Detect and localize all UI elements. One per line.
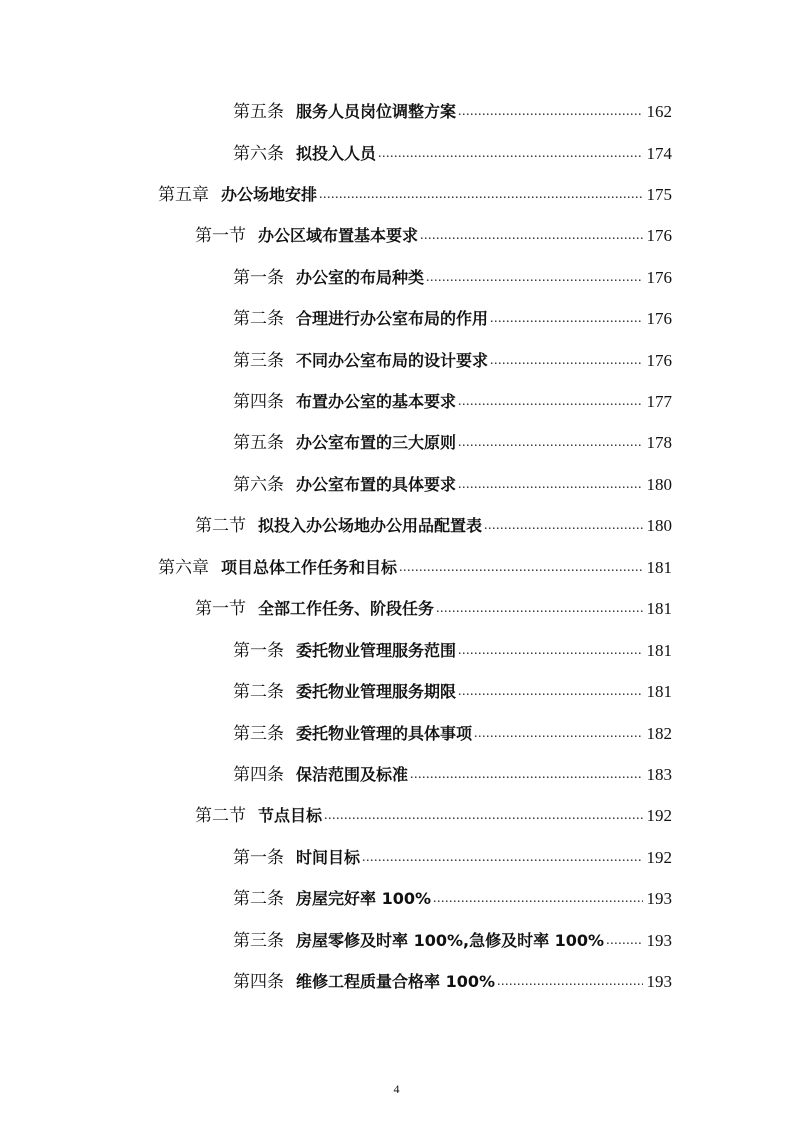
toc-leader-dots — [410, 765, 642, 785]
toc-entry[interactable] — [233, 672, 672, 702]
toc-entry-title: 委托物业管理服务范围 — [296, 641, 457, 660]
toc-entry[interactable] — [233, 838, 672, 868]
toc-entry-chapter[interactable] — [158, 175, 672, 205]
toc-leader-dots — [474, 724, 642, 744]
toc-entry[interactable] — [233, 714, 672, 744]
toc-entry[interactable] — [233, 382, 672, 412]
toc-entry-title: 办公室布置的具体要求 — [296, 475, 457, 494]
toc-entry-prefix: 第一条 — [233, 848, 284, 868]
toc-entry-prefix: 第四条 — [233, 392, 284, 412]
toc-entry[interactable] — [233, 879, 672, 909]
toc-leader-dots — [606, 931, 642, 951]
toc-entry-section[interactable] — [195, 216, 672, 246]
toc-entry-prefix: 第一条 — [233, 268, 284, 288]
toc-leader-dots — [399, 558, 642, 578]
toc-leader-dots — [319, 185, 642, 205]
toc-entry-prefix: 第五条 — [233, 102, 284, 122]
toc-entry-title: 项目总体工作任务和目标 — [221, 558, 398, 577]
toc-entry[interactable] — [233, 921, 672, 951]
toc-entry-page: 181 — [646, 641, 672, 660]
toc-entry[interactable] — [233, 631, 672, 661]
toc-entry-prefix: 第五章 — [158, 185, 209, 205]
toc-entry-prefix: 第二条 — [233, 309, 284, 329]
toc-entry-page: 183 — [646, 765, 672, 784]
toc-entry-title: 拟投入人员 — [296, 144, 377, 163]
toc-entry-prefix: 第六章 — [158, 558, 209, 578]
toc-entry-page: 192 — [646, 806, 672, 825]
toc-entry-title: 委托物业管理服务期限 — [296, 682, 457, 701]
toc-leader-dots — [484, 516, 642, 536]
toc-leader-dots — [362, 848, 642, 868]
toc-entry-page: 181 — [646, 599, 672, 618]
toc-entry-prefix: 第二节 — [195, 516, 246, 536]
toc-entry-page: 174 — [646, 144, 672, 163]
toc-entry-prefix: 第二条 — [233, 889, 284, 909]
toc-leader-dots — [458, 392, 642, 412]
toc-entry-title: 布置办公室的基本要求 — [296, 392, 457, 411]
toc-entry[interactable] — [233, 962, 672, 992]
toc-entry[interactable] — [233, 134, 672, 164]
toc-entry-title: 时间目标 — [296, 848, 361, 867]
toc-entry-title: 办公区域布置基本要求 — [258, 226, 419, 245]
toc-leader-dots — [490, 309, 642, 329]
toc-entry-prefix: 第一条 — [233, 641, 284, 661]
toc-entry-title: 房屋零修及时率 100%,急修及时率 100% — [296, 931, 605, 950]
toc-entry-page: 193 — [646, 972, 672, 991]
toc-entry-page: 176 — [646, 226, 672, 245]
toc-entry-prefix: 第三条 — [233, 931, 284, 951]
toc-entry-title: 合理进行办公室布局的作用 — [296, 309, 489, 328]
toc-entry-title: 服务人员岗位调整方案 — [296, 102, 457, 121]
toc-entry-page: 182 — [646, 724, 672, 743]
toc-entry-page: 178 — [646, 433, 672, 452]
toc-entry-title: 节点目标 — [258, 806, 323, 825]
toc-leader-dots — [433, 889, 642, 909]
toc-entry-page: 175 — [646, 185, 672, 204]
toc-entry-page: 176 — [646, 268, 672, 287]
toc-entry[interactable] — [233, 258, 672, 288]
toc-leader-dots — [426, 268, 642, 288]
toc-entry-prefix: 第二节 — [195, 806, 246, 826]
toc-entry-page: 177 — [646, 392, 672, 411]
toc-leader-dots — [378, 144, 642, 164]
toc-entry-prefix: 第六条 — [233, 144, 284, 164]
toc-leader-dots — [420, 226, 642, 246]
toc-entry-title: 维修工程质量合格率 100% — [296, 972, 496, 991]
toc-entry-prefix: 第六条 — [233, 475, 284, 495]
toc-entry[interactable] — [233, 92, 672, 122]
toc-leader-dots — [458, 641, 642, 661]
toc-entry-prefix: 第一节 — [195, 226, 246, 246]
toc-entry-title: 委托物业管理的具体事项 — [296, 724, 473, 743]
toc-entry-page: 176 — [646, 351, 672, 370]
toc-entry-page: 180 — [646, 475, 672, 494]
toc-entry[interactable] — [233, 465, 672, 495]
toc-entry-page: 181 — [646, 558, 672, 577]
page-number: 4 — [393, 1082, 400, 1096]
toc-leader-dots — [324, 806, 642, 826]
toc-entry-prefix: 第四条 — [233, 972, 284, 992]
toc-entry-page: 162 — [646, 102, 672, 121]
toc-entry[interactable] — [233, 755, 672, 785]
toc-leader-dots — [458, 682, 642, 702]
toc-entry-section[interactable] — [195, 796, 672, 826]
toc-entry-page: 193 — [646, 889, 672, 908]
toc-leader-dots — [436, 599, 642, 619]
toc-entry-title: 办公室的布局种类 — [296, 268, 425, 287]
toc-entry-prefix: 第二条 — [233, 682, 284, 702]
toc-entry-title: 办公场地安排 — [221, 185, 318, 204]
toc-entry-page: 176 — [646, 309, 672, 328]
toc-entry-title: 拟投入办公场地办公用品配置表 — [258, 516, 483, 535]
toc-entry-page: 181 — [646, 682, 672, 701]
toc-entry-prefix: 第一节 — [195, 599, 246, 619]
toc-entry-prefix: 第三条 — [233, 724, 284, 744]
toc-leader-dots — [458, 433, 642, 453]
toc-entry[interactable] — [233, 341, 672, 371]
toc-entry-page: 192 — [646, 848, 672, 867]
toc-entry-prefix: 第三条 — [233, 351, 284, 371]
toc-entry-page: 180 — [646, 516, 672, 535]
toc-entry-prefix: 第四条 — [233, 765, 284, 785]
toc-entry-title: 保洁范围及标准 — [296, 765, 409, 784]
toc-leader-dots — [497, 972, 642, 992]
toc-entry-chapter[interactable] — [158, 548, 672, 578]
toc-entry-page: 193 — [646, 931, 672, 950]
toc-entry-section[interactable] — [195, 589, 672, 619]
toc-leader-dots — [490, 351, 642, 371]
toc-leader-dots — [458, 102, 642, 122]
toc-entry-section[interactable] — [195, 506, 672, 536]
toc-leader-dots — [458, 475, 642, 495]
toc-entry[interactable] — [233, 299, 672, 329]
toc-entry-title: 房屋完好率 100% — [296, 889, 432, 908]
toc-entry-prefix: 第五条 — [233, 433, 284, 453]
toc-entry[interactable] — [233, 423, 672, 453]
toc-entry-title: 全部工作任务、阶段任务 — [258, 599, 435, 618]
toc-entry-title: 不同办公室布局的设计要求 — [296, 351, 489, 370]
toc-entry-title: 办公室布置的三大原则 — [296, 433, 457, 452]
